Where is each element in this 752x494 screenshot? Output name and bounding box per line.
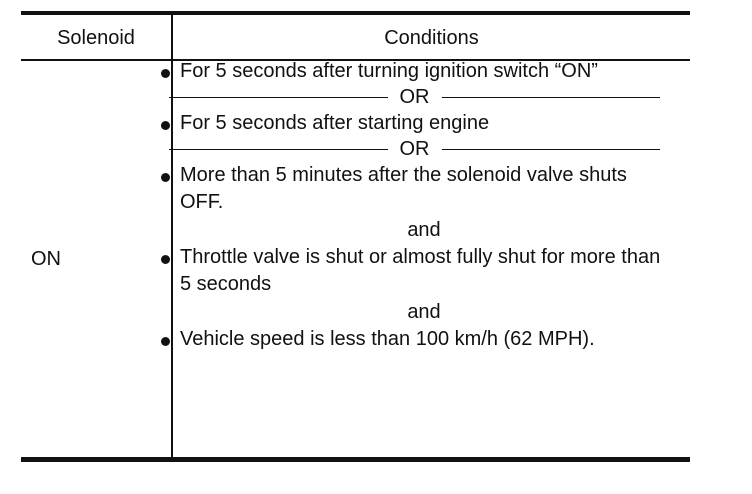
bullet-icon <box>161 337 170 346</box>
table-top-rule <box>21 11 690 15</box>
separator-line <box>442 97 661 99</box>
bullet-icon <box>161 121 170 130</box>
condition-text: For 5 seconds after starting engine <box>180 112 490 134</box>
condition-item <box>161 162 666 216</box>
and-connector: and <box>407 219 441 241</box>
condition-item <box>161 58 666 85</box>
table-bottom-rule <box>21 457 690 462</box>
or-separator <box>169 85 660 110</box>
condition-text: Vehicle speed is less than 100 km/h (62 MPH). <box>180 328 595 350</box>
conditions-cell <box>161 58 666 353</box>
solenoid-state: ON <box>31 248 61 270</box>
condition-item <box>161 244 666 298</box>
bullet-icon <box>161 173 170 182</box>
separator-line <box>442 149 661 151</box>
or-separator <box>169 137 660 162</box>
separator-line <box>169 149 388 151</box>
separator-line <box>169 97 388 99</box>
condition-text: For 5 seconds after turning ignition switch “ON” <box>180 60 598 82</box>
and-connector: and <box>407 301 441 323</box>
bullet-icon <box>161 69 170 78</box>
condition-text: Throttle valve is shut or almost fully shut for more than 5 seconds <box>180 246 661 295</box>
or-label: OR <box>399 86 430 108</box>
header-solenoid: Solenoid <box>57 27 135 49</box>
bullet-icon <box>161 255 170 264</box>
condition-item <box>161 110 666 137</box>
condition-text: More than 5 minutes after the solenoid valve shuts OFF. <box>180 164 627 213</box>
condition-item <box>161 326 666 353</box>
or-label: OR <box>399 138 430 160</box>
header-conditions: Conditions <box>384 27 479 49</box>
